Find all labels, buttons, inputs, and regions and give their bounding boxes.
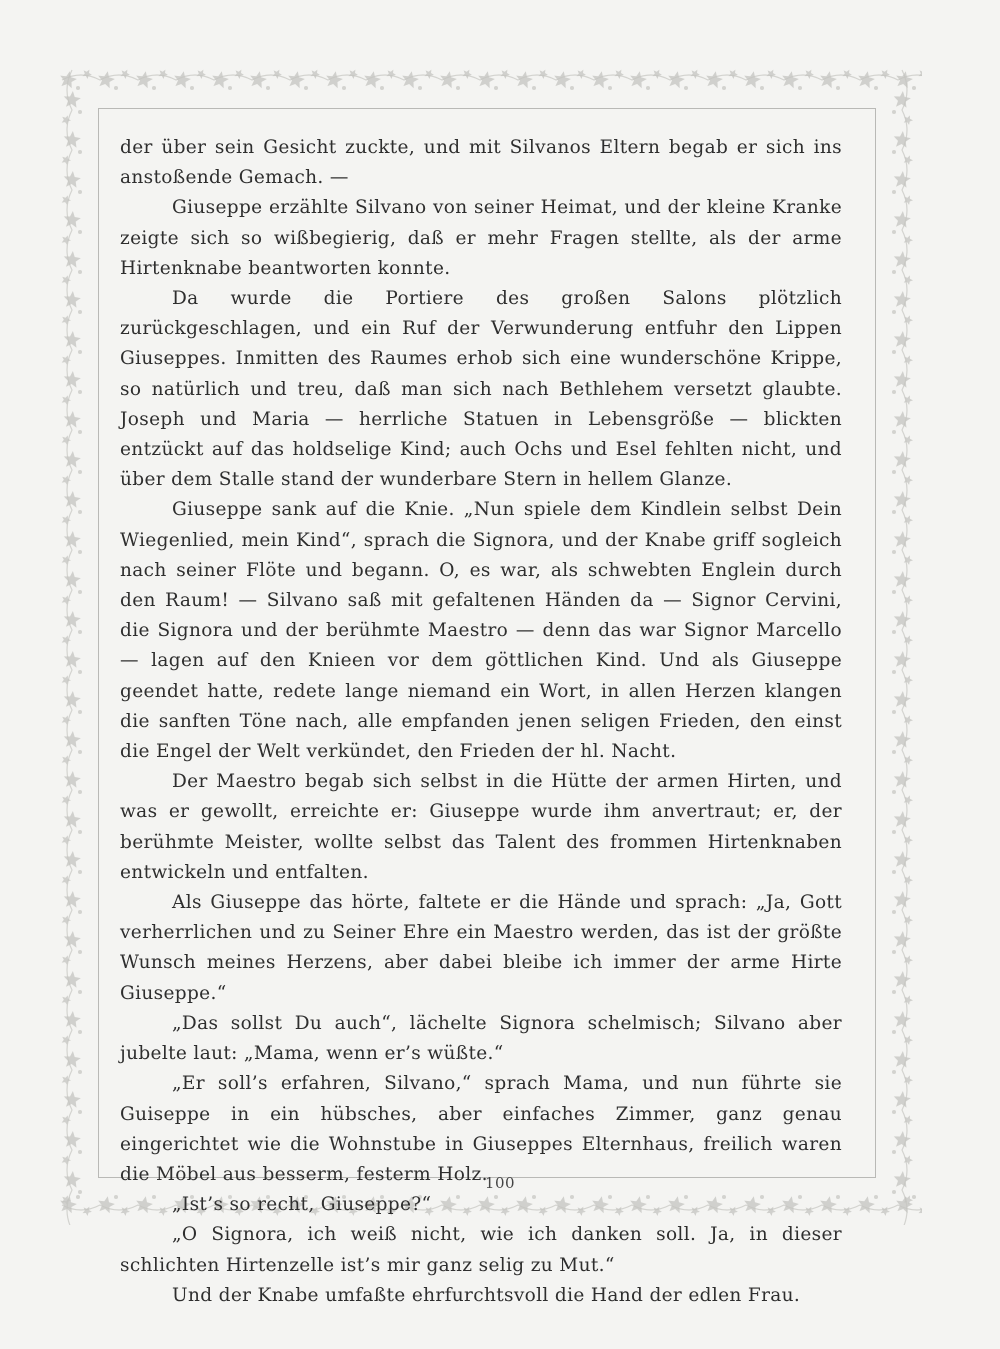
paragraph-4: Giuseppe sank auf die Knie. „Nun spiele dem Kindlein selbst Dein Wiegenlied, mein Kind“, sprach die Signora, und der Knabe griff sogleich nach seiner Flöte und begann. O, es war, als schwebten Englein durch den Raum! — Silvano saß mit gefaltenen Händen da — Signor Cervini, die Signora und der berühmte Maestro — denn das war Signor Marcello — lagen auf den Knieen vor dem göttlichen Kind. Und als Giuseppe geendet hatte, redete lange niemand ein Wort, in allen Herzen klangen die sanften Töne nach, alle empfanden jenen seligen Frieden, den einst die Engel der Welt verkündet, den Frieden der hl. Nacht. [120,499,842,763]
page-number: 100 [484,1174,516,1192]
paragraph-10: „O Signora, ich weiß nicht, wie ich danken soll. Ja, in dieser schlichten Hirtenzelle ist’s mir ganz selig zu Mut.“ [120,1224,842,1276]
body-text [120,133,842,1311]
paragraph-9: „Ist’s so recht, Giuseppe?“ [172,1194,432,1216]
paragraph-1: der über sein Gesicht zuckte, und mit Silvanos Eltern begab er sich ins anstoßende Gemach. — [120,137,842,189]
paragraph-7: „Das sollst Du auch“, lächelte Signora schelmisch; Silvano aber jubelte laut: „Mama, wenn er’s wüßte.“ [120,1012,842,1065]
paragraph-2: Giuseppe erzählte Silvano von seiner Heimat, und der kleine Kranke zeigte sich so wißbegierig, daß er mehr Fragen stellte, als der arme Hirtenknabe beantworten konnte. [120,197,842,279]
paragraph-3: Da wurde die Portiere des großen Salons plötzlich zurückgeschlagen, und ein Ruf der Verwunderung entfuhr den Lippen Giuseppes. Inmitten des Raumes erhob sich eine wunderschöne Krippe, so natürlich und treu, daß man sich nach Bethlehem versetzt glaubte. Joseph und Maria — herrliche Statuen in Lebensgröße — blickten entzückt auf das holdselige Kind; auch Ochs und Esel fehlten nicht, und über dem Stalle stand der wunderbare Stern in hellem Glanze. [120,288,842,491]
paragraph-8: „Er soll’s erfahren, Silvano,“ sprach Mama, und nun führte sie Guiseppe in ein hübsches, aber einfaches Zimmer, ganz genau eingerichtet wie die Wohnstube in Giuseppes Elternhaus, freilich waren die Möbel aus besserm, festerm Holz. [120,1073,842,1185]
paragraph-5: Der Maestro begab sich selbst in die Hütte der armen Hirten, und was er gewollt, erreichte er: Giuseppe wurde ihm anvertraut; er, der berühmte Meister, wollte selbst das Talent des frommen Hirtenknaben entwickeln und entfalten. [120,771,842,883]
paragraph-6: Als Giuseppe das hörte, faltete er die Hände und sprach: „Ja, Gott verherrlichen und zu Seiner Ehre ein Maestro werden, das ist der größte Wunsch meines Herzens, aber dabei bleibe ich immer der arme Hirte Giuseppe.“ [120,892,842,1004]
paragraph-11: Und der Knabe umfaßte ehrfurchtsvoll die Hand der edlen Frau. [172,1284,801,1306]
